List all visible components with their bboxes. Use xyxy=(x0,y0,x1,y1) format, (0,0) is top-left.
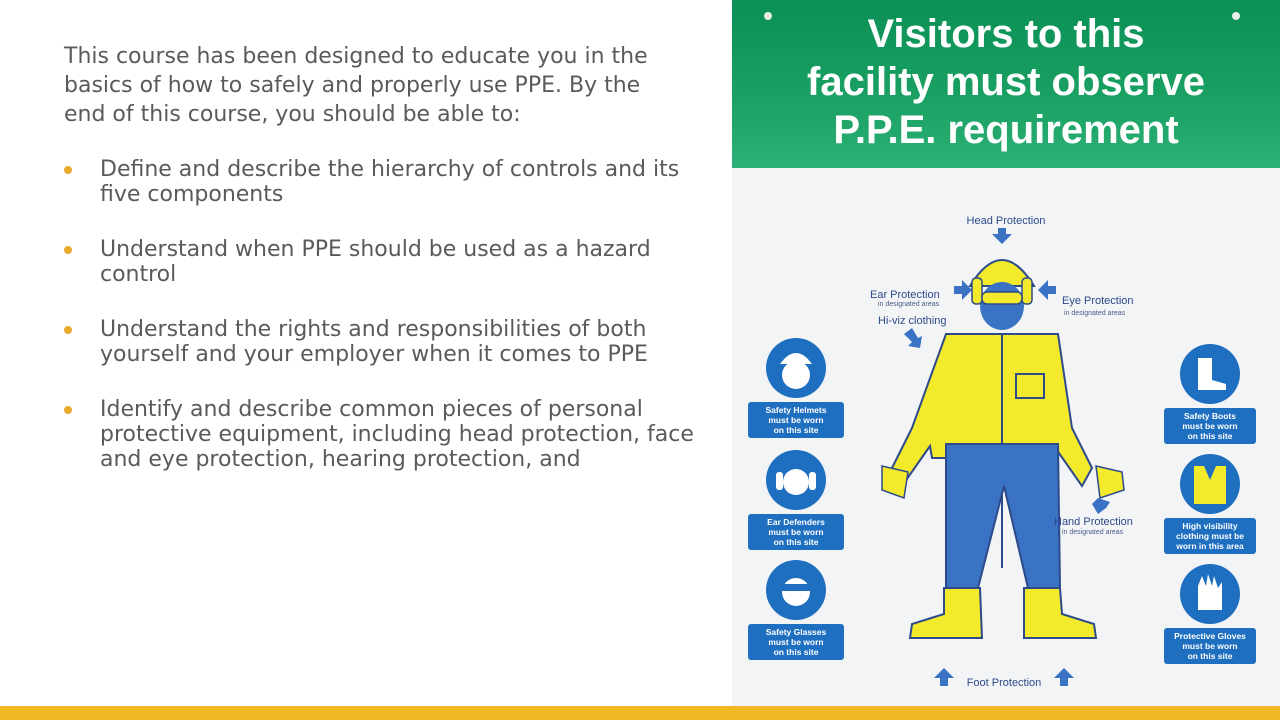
ppe-figure-diagram xyxy=(732,168,1280,706)
objective-text: Identify and describe common pieces of personal protective equipment, including head protection, face and eye protection, hearing protection, and xyxy=(100,397,694,472)
panel-line: High visibility xyxy=(1182,521,1238,531)
ear-defenders-panel xyxy=(748,450,844,550)
panel-line: clothing must be xyxy=(1176,531,1244,541)
panel-line: on this site xyxy=(773,537,819,547)
safety-helmets-panel xyxy=(748,338,844,438)
panel-line: must be worn xyxy=(768,415,824,425)
boot-graphic xyxy=(1024,588,1096,638)
ppe-sign-image xyxy=(732,0,1280,706)
sign-title-line: Visitors to this xyxy=(867,12,1145,56)
bullet-icon xyxy=(64,326,72,334)
panel-line: must be worn xyxy=(768,637,824,647)
objective-text: Understand when PPE should be used as a hazard control xyxy=(100,237,651,287)
hand-protection-label: Hand Protection xyxy=(1054,516,1133,528)
safety-glasses-panel xyxy=(748,560,844,660)
ear-protection-sublabel: in designated areas xyxy=(878,301,940,308)
objective-text: Understand the rights and responsibilities of both yourself and your employer when it comes to PPE xyxy=(100,317,648,367)
sign-board xyxy=(732,168,1280,706)
glove-graphic xyxy=(882,466,908,498)
course-intro: This course has been designed to educate you in the basics of how to safely and properly use PPE. By the end of this course, you should be able to: xyxy=(64,44,648,127)
hand-protection-sublabel: in designated areas xyxy=(1062,529,1124,536)
objective-item xyxy=(64,397,704,472)
panel-line: Safety Boots xyxy=(1184,411,1236,421)
panel-line: must be worn xyxy=(1182,641,1238,651)
panel-line: must be worn xyxy=(768,527,824,537)
objectives-list xyxy=(64,157,704,502)
panel-line: on this site xyxy=(773,647,819,657)
objective-item xyxy=(64,237,704,287)
objective-text: Define and describe the hierarchy of controls and its five components xyxy=(100,157,680,207)
glove-graphic xyxy=(1096,466,1124,498)
sign-title xyxy=(732,10,1280,154)
panel-line: worn in this area xyxy=(1176,541,1244,551)
hi-vis-clothing-panel xyxy=(1164,454,1256,554)
safety-boots-panel xyxy=(1164,344,1256,444)
head-graphic xyxy=(980,282,1024,330)
eye-protection-label: Eye Protection xyxy=(1062,295,1134,307)
head-protection-label: Head Protection xyxy=(966,215,1046,227)
panel-line: on this site xyxy=(773,425,819,435)
panel-line: Safety Helmets xyxy=(765,405,827,415)
bullet-icon xyxy=(64,406,72,414)
boot-graphic xyxy=(910,588,982,638)
panel-line: Protective Gloves xyxy=(1174,631,1246,641)
foot-protection-label: Foot Protection xyxy=(966,677,1042,689)
eye-protection-sublabel: in designated areas xyxy=(1064,310,1126,317)
panel-line: on this site xyxy=(1187,431,1233,441)
panel-line: Safety Glasses xyxy=(765,627,827,637)
bullet-icon xyxy=(64,246,72,254)
objective-item xyxy=(64,157,704,207)
hi-viz-label: Hi-viz clothing xyxy=(878,315,947,327)
protective-gloves-panel xyxy=(1164,564,1256,664)
bullet-icon xyxy=(64,166,72,174)
panel-line: Ear Defenders xyxy=(767,517,825,527)
sign-header xyxy=(732,0,1280,168)
bottom-accent-bar xyxy=(0,706,1280,720)
sign-title-line: P.P.E. requirement xyxy=(833,108,1179,152)
panel-line: must be worn xyxy=(1182,421,1238,431)
panel-line: on this site xyxy=(1187,651,1233,661)
objective-item xyxy=(64,317,704,367)
ear-protection-label: Ear Protection xyxy=(870,289,940,301)
sign-title-line: facility must observe xyxy=(807,60,1205,104)
